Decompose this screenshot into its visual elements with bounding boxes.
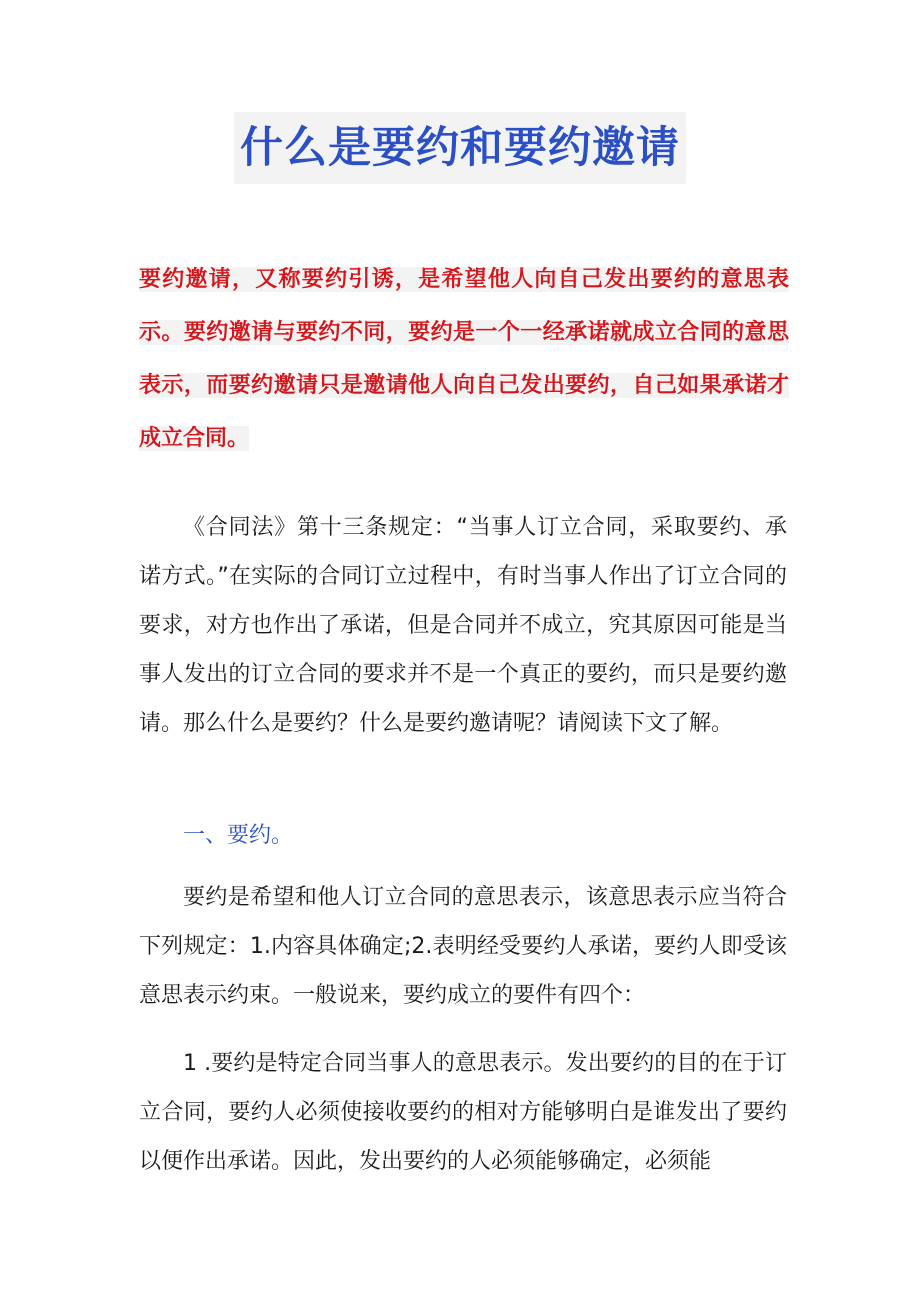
page-title: 什么是要约和要约邀请 [234, 112, 686, 184]
body-paragraph-3: 1 .要约是特定合同当事人的意思表示。发出要约的目的在于订立合同，要约人必须使接收要约的相对方能够明白是谁发出了要约以便作出承诺。因此，发出要约的人必须能够确定，必须能 [139, 1051, 787, 1174]
intro-paragraph [139, 253, 789, 465]
section-heading-1: 一、要约。 [183, 823, 294, 848]
body-paragraph-1: 《合同法》第十三条规定：“当事人订立合同，采取要约、承诺方式。”在实际的合同订立过程中，有时当事人作出了订立合同的要求，对方也作出了承诺，但是合同并不成立，究其原因可能是当事人发出的订立合同的要求并不是一个真正的要约，而只是要约邀请。那么什么是要约？什么是要约邀请呢？请阅读下文了解。 [139, 515, 787, 736]
intro-text: 要约邀请，又称要约引诱，是希望他人向自己发出要约的意思表示。要约邀请与要约不同，要约是一个一经承诺就成立合同的意思表示，而要约邀请只是邀请他人向自己发出要约，自己如果承诺才成立合同。 [139, 267, 789, 451]
body-paragraph-2: 要约是希望和他人订立合同的意思表示，该意思表示应当符合下列规定：1.内容具体确定;2.表明经受要约人承诺，要约人即受该意思表示约束。一般说来，要约成立的要件有四个： [139, 885, 787, 1008]
title-container [0, 112, 920, 184]
